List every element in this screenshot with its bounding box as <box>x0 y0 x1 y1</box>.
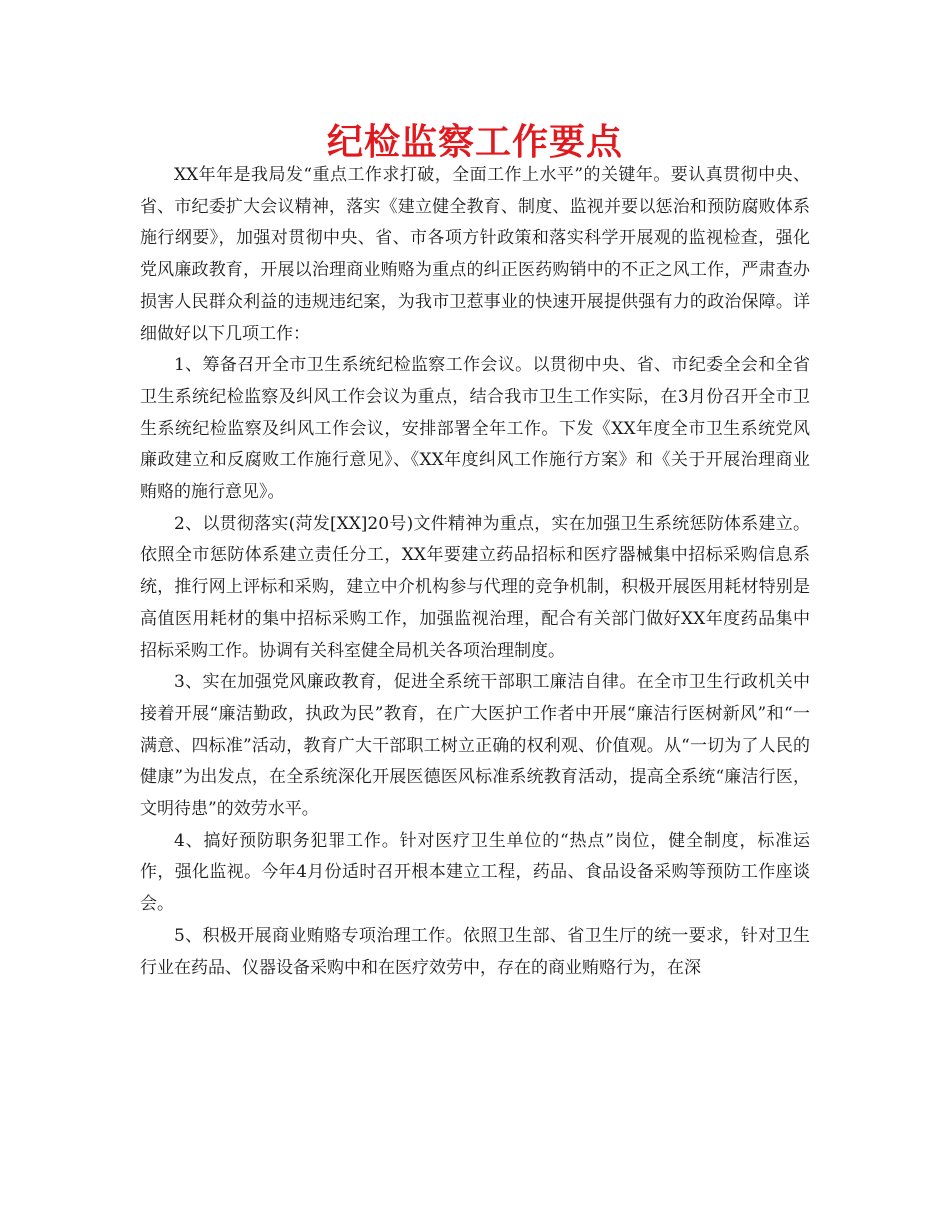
document-body <box>140 160 810 984</box>
paragraph-item-4: 4、搞好预防职务犯罪工作。针对医疗卫生单位的“热点”岗位，健全制度，标准运作，强化监视。今年4月份适时召开根本建立工程，药品、食品设备采购等预防工作座谈会。 <box>140 830 810 915</box>
paragraph-item-2: 2、以贯彻落实(菏发[XX]20号)文件精神为重点，实在加强卫生系统惩防体系建立。依照全市惩防体系建立责任分工，XX年要建立药品招标和医疗器械集中招标采购信息系统，推行网上评标和采购，建立中介机构参与代理的竞争机制，积极开展医用耗材特别是高值医用耗材的集中招标采购工作，加强监视治理，配合有关部门做好XX年度药品集中招标采购工作。协调有关科室健全局机关各项治理制度。 <box>140 513 810 661</box>
paragraph-item-5: 5、积极开展商业贿赂专项治理工作。依照卫生部、省卫生厅的统一要求，针对卫生行业在药品、仪器设备采购中和在医疗效劳中，存在的商业贿赂行为，在深 <box>140 925 810 978</box>
paragraph-item-1: 1、筹备召开全市卫生系统纪检监察工作会议。以贯彻中央、省、市纪委全会和全省卫生系统纪检监察及纠风工作会议为重点，结合我市卫生工作实际，在3月份召开全市卫生系统纪检监察及纠风工作会议，安排部署全年工作。下发《XX年度全市卫生系统党风廉政建立和反腐败工作施行意见》、《XX年度纠风工作施行方案》和《关于开展治理商业贿赂的施行意见》。 <box>140 355 810 503</box>
paragraph-item-3: 3、实在加强党风廉政教育，促进全系统干部职工廉洁自律。在全市卫生行政机关中接着开展“廉洁勤政，执政为民”教育，在广大医护工作者中开展“廉洁行医树新风”和“一满意、四标准”活动，教育广大干部职工树立正确的权利观、价值观。从“一切为了人民的健康”为出发点，在全系统深化开展医德医风标准系统教育活动，提高全系统“廉洁行医，文明待患”的效劳水平。 <box>140 672 810 820</box>
intro-paragraph: XX年年是我局发“重点工作求打破，全面工作上水平”的关键年。要认真贯彻中央、省、市纪委扩大会议精神，落实《建立健全教育、制度、监视并要以惩治和预防腐败体系施行纲要》，加强对贯彻中央、省、市各项方针政策和落实科学开展观的监视检查，强化党风廉政教育，开展以治理商业贿赂为重点的纠正医药购销中的不正之风工作，严肃查办损害人民群众利益的违规违纪案，为我市卫惹事业的快速开展提供强有力的政治保障。详细做好以下几项工作： <box>140 165 810 344</box>
document-title: 纪检监察工作要点 <box>326 122 623 163</box>
